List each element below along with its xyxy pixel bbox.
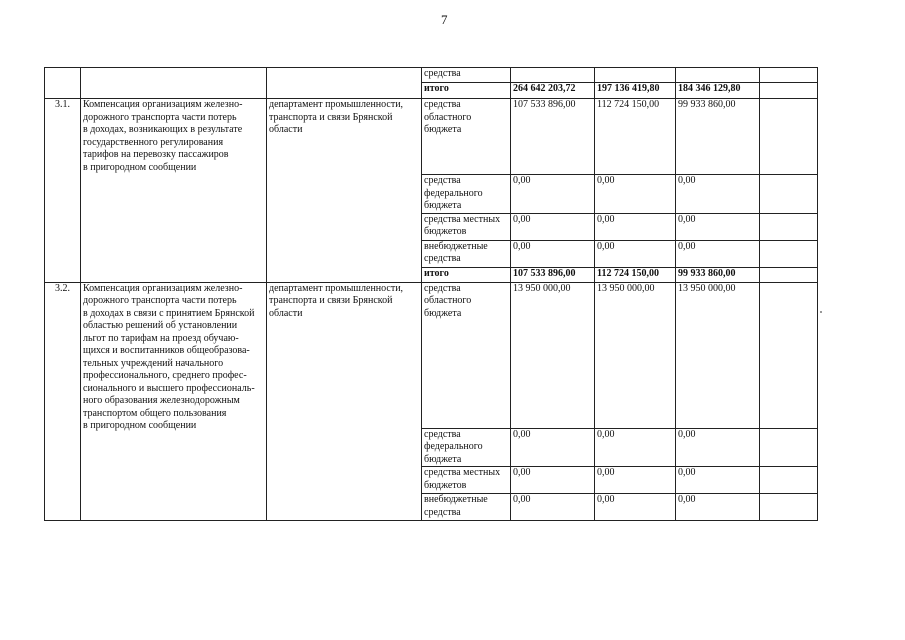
item-number: 3.1.	[45, 99, 81, 283]
source-cell: средства федерального бюджета	[422, 428, 511, 467]
source-cell: средства федерального бюджета	[422, 175, 511, 214]
source-cell: средства местных бюджетов	[422, 213, 511, 240]
item-executor: департамент промышленности, транспорта и связи Брянской области	[267, 99, 422, 283]
value-cell: 0,00	[676, 213, 760, 240]
total-value: 107 533 896,00	[511, 267, 595, 282]
total-label: итого	[422, 83, 511, 99]
value-cell: 0,00	[511, 175, 595, 214]
empty-cell	[760, 428, 818, 467]
value-cell: 0,00	[511, 428, 595, 467]
item-description: Компенсация организациям железно- дорожного транспорта части потерь в доходах в связи с принятием Брянской областью решений об установлении льгот по тарифам на проезд обучаю- щихся и воспитанников общеобразова- тельных учреждений начального профессионального, среднего профес- сионального и высшего профессиональ- ного образования железнодорожным транспортом общего пользования в пригородном сообщении	[81, 282, 267, 521]
value-cell: 0,00	[511, 467, 595, 494]
value-cell: 112 724 150,00	[595, 99, 676, 175]
empty-cell	[760, 175, 818, 214]
empty-cell	[760, 68, 818, 83]
total-value: 112 724 150,00	[595, 267, 676, 282]
description-cell	[81, 68, 267, 99]
empty-cell	[760, 282, 818, 428]
empty-cell	[760, 240, 818, 267]
empty-cell	[760, 267, 818, 282]
total-value: 264 642 203,72	[511, 83, 595, 99]
value-cell: 0,00	[676, 175, 760, 214]
value-cell: 107 533 896,00	[511, 99, 595, 175]
table-row	[45, 68, 818, 83]
value-cell	[511, 68, 595, 83]
budget-table	[44, 67, 818, 521]
value-cell	[595, 68, 676, 83]
value-cell: 99 933 860,00	[676, 99, 760, 175]
table-row	[45, 99, 818, 175]
item-description: Компенсация организациям железно- дорожного транспорта части потерь в доходах, возникающих в результате государственного регулирования тарифов на перевозку пассажиров в пригородном сообщении	[81, 99, 267, 283]
executor-cell	[267, 68, 422, 99]
value-cell: 0,00	[595, 428, 676, 467]
page-number: 7	[441, 12, 448, 27]
scan-speck	[820, 311, 822, 313]
source-cell: внебюджетные средства	[422, 240, 511, 267]
value-cell	[676, 68, 760, 83]
empty-cell	[760, 83, 818, 99]
value-cell: 0,00	[595, 175, 676, 214]
source-cell: средства местных бюджетов	[422, 467, 511, 494]
value-cell: 0,00	[676, 467, 760, 494]
item-executor: департамент промышленности, транспорта и связи Брянской области	[267, 282, 422, 521]
value-cell: 0,00	[595, 494, 676, 521]
value-cell: 0,00	[595, 240, 676, 267]
source-cell: внебюджетные средства	[422, 494, 511, 521]
total-value: 99 933 860,00	[676, 267, 760, 282]
value-cell: 0,00	[511, 494, 595, 521]
value-cell: 13 950 000,00	[595, 282, 676, 428]
empty-cell	[760, 494, 818, 521]
num-cell	[45, 68, 81, 99]
empty-cell	[760, 213, 818, 240]
source-cell: средства областного бюджета	[422, 99, 511, 175]
total-value: 197 136 419,80	[595, 83, 676, 99]
empty-cell	[760, 99, 818, 175]
value-cell: 0,00	[595, 467, 676, 494]
source-cell: средства	[422, 68, 511, 83]
item-number: 3.2.	[45, 282, 81, 521]
value-cell: 0,00	[676, 240, 760, 267]
value-cell: 0,00	[511, 213, 595, 240]
value-cell: 0,00	[676, 428, 760, 467]
value-cell: 13 950 000,00	[676, 282, 760, 428]
value-cell: 13 950 000,00	[511, 282, 595, 428]
value-cell: 0,00	[676, 494, 760, 521]
total-value: 184 346 129,80	[676, 83, 760, 99]
total-label: итого	[422, 267, 511, 282]
empty-cell	[760, 467, 818, 494]
table-row	[45, 282, 818, 428]
value-cell: 0,00	[595, 213, 676, 240]
value-cell: 0,00	[511, 240, 595, 267]
source-cell: средства областного бюджета	[422, 282, 511, 428]
